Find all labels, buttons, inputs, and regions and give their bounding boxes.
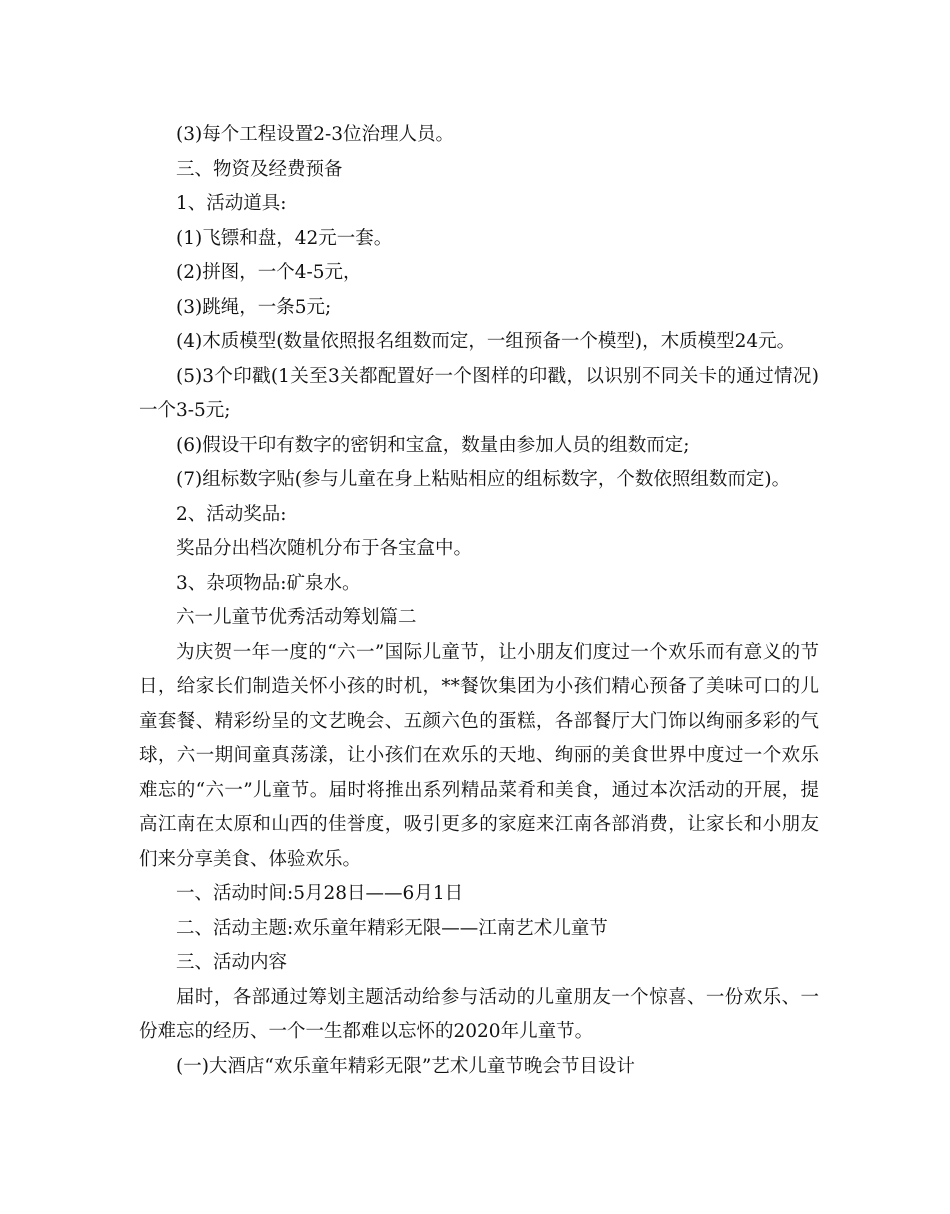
content-paragraph: 届时，各部通过筹划主题活动给参与活动的儿童朋友一个惊喜、一份欢乐、一份难忘的经历、一个一生都难以忘怀的2020年儿童节。 — [139, 986, 819, 1042]
subsection-heading: 2、活动奖品: — [176, 503, 287, 525]
subsection-heading: 3、杂项物品:矿泉水。 — [176, 572, 361, 594]
list-item-stamp: (5)3个印戳(1关至3关都配置好一个图样的印戳，以识别不同关卡的通过情况)一个3-5元; — [139, 365, 819, 421]
section-heading: 一、活动时间:5月28日——6月1日 — [176, 883, 464, 904]
section-heading: 二、活动主题:欢乐童年精彩无限——江南艺术儿童节 — [176, 917, 608, 939]
text-line: (3)每个工程设置2-3位治理人员。 — [176, 124, 454, 145]
list-item: (3)跳绳，一条5元; — [176, 296, 332, 318]
intro-paragraph: 为庆贺一年一度的“六一”国际儿童节，让小朋友们度过一个欢乐而有意义的节日，给家长们制造关怀小孩的时机，**餐饮集团为小孩们精心预备了美味可口的儿童套餐、精彩纷呈的文艺晚会、五颜六色的蛋糕，各部餐厅大门饰以绚丽多彩的气球，六一期间童真荡漾，让小孩们在欢乐的天地、绚丽的美食世界中度过一个欢乐难忘的“六一”儿童节。届时将推出系列精品菜肴和美食，通过本次活动的开展，提高江南在太原和山西的佳誉度，吸引更多的家庭来江南各部消费，让家长和小朋友们来分享美食、体验欢乐。 — [139, 641, 819, 870]
list-item: (4)木质模型(数量依照报名组数而定，一组预备一个模型)，木质模型24元。 — [176, 331, 796, 352]
subsection-heading: 1、活动道具: — [176, 193, 287, 214]
list-item: (1)飞镖和盘，42元一套。 — [176, 227, 393, 249]
subsection-heading: (一)大酒店“欢乐童年精彩无限”艺术儿童节晚会节目设计 — [176, 1055, 635, 1077]
document-body — [139, 118, 819, 1084]
section-heading: 三、活动内容 — [176, 952, 288, 973]
list-item: (6)假设干印有数字的密钥和宝盒，数量由参加人员的组数而定; — [176, 434, 690, 456]
text-line: 奖品分出档次随机分布于各宝盒中。 — [176, 538, 473, 559]
part-title: 六一儿童节优秀活动筹划篇二 — [176, 607, 417, 628]
list-item: (2)拼图，一个4-5元， — [176, 262, 362, 283]
list-item: (7)组标数字贴(参与儿童在身上粘贴相应的组标数字，个数依照组数而定)。 — [176, 469, 791, 490]
section-heading: 三、物资及经费预备 — [176, 158, 343, 180]
